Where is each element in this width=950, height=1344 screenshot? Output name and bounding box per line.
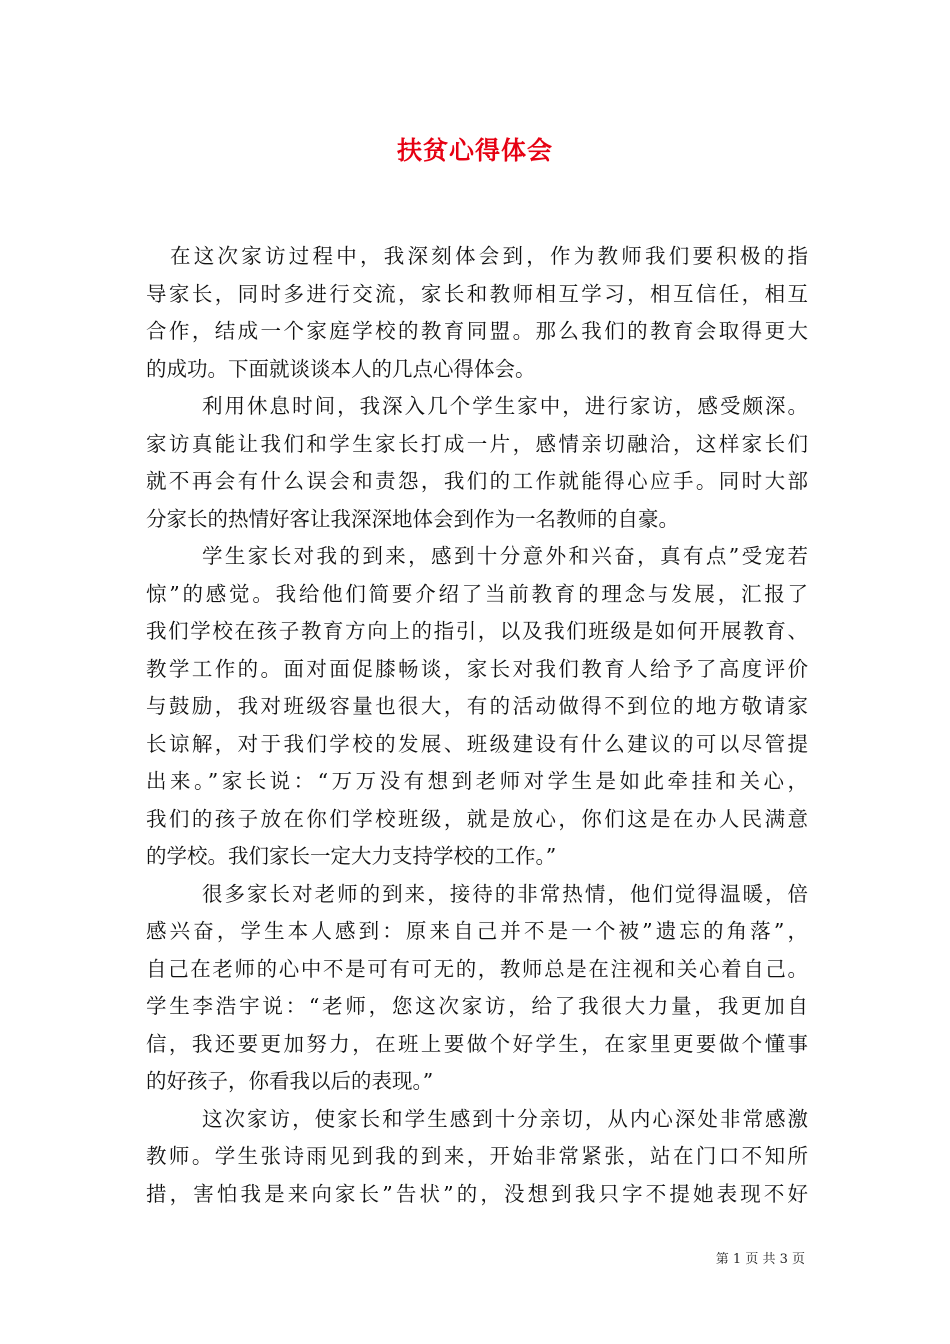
text-line: 在这次家访过程中，我深刻体会到，作为教师我们要积极的指 [170, 244, 808, 268]
text-line: 我们学校在孩子教育方向上的指引，以及我们班级是如何开展教育、 [146, 619, 808, 643]
text-line: 长谅解，对于我们学校的发展、班级建设有什么建议的可以尽管提 [146, 731, 808, 756]
text-line: 自己在老师的心中不是可有可无的，教师总是在注视和关心着自己。 [146, 956, 808, 981]
text-line: 我们的孩子放在你们学校班级，就是放心，你们这是在办人民满意 [146, 806, 808, 831]
text-line: 出来。”家长说：“万万没有想到老师对学生是如此牵挂和关心， [146, 769, 808, 793]
text-line: 的学校。我们家长一定大力支持学校的工作。” [146, 844, 557, 868]
text-line: 分家长的热情好客让我深深地体会到作为一名教师的自豪。 [146, 506, 679, 531]
text-line: 信，我还要更加努力，在班上要做个好学生，在家里更要做个懂事 [146, 1031, 808, 1056]
text-line: 感兴奋，学生本人感到：原来自己并不是一个被”遗忘的角落”， [146, 919, 808, 943]
text-line: 与鼓励，我对班级容量也很大，有的活动做得不到位的地方敬请家 [146, 694, 808, 718]
text-line: 的好孩子，你看我以后的表现。” [146, 1069, 434, 1093]
page-number: 第 1 页 共 3 页 [715, 1252, 805, 1267]
text-line: 学生家长对我的到来，感到十分意外和兴奋，真有点”受宠若 [202, 544, 808, 568]
text-line: 教学工作的。面对面促膝畅谈，家长对我们教育人给予了高度评价 [146, 656, 808, 681]
text-line: 这次家访，使家长和学生感到十分亲切，从内心深处非常感激 [202, 1106, 808, 1131]
text-line: 很多家长对老师的到来，接待的非常热情，他们觉得温暖，倍 [202, 881, 808, 906]
text-line: 合作，结成一个家庭学校的教育同盟。那么我们的教育会取得更大 [146, 319, 808, 343]
text-line: 学生李浩宇说：“老师，您这次家访，给了我很大力量，我更加自 [146, 994, 808, 1018]
page-title: 扶贫心得体会 [396, 136, 553, 165]
text-line: 教师。学生张诗雨见到我的到来，开始非常紧张，站在门口不知所 [146, 1144, 808, 1168]
text-line: 就不再会有什么误会和责怨，我们的工作就能得心应手。同时大部 [146, 469, 808, 493]
text-line: 利用休息时间，我深入几个学生家中，进行家访，感受颇深。 [202, 394, 808, 418]
text-line: 导家长，同时多进行交流，家长和教师相互学习，相互信任，相互 [146, 281, 808, 306]
text-line: 措，害怕我是来向家长”告状”的，没想到我只字不提她表现不好 [146, 1181, 808, 1206]
text-line: 惊”的感觉。我给他们简要介绍了当前教育的理念与发展，汇报了 [146, 581, 808, 606]
text-line: 家访真能让我们和学生家长打成一片，感情亲切融洽，这样家长们 [146, 431, 808, 456]
document-body [146, 238, 808, 1213]
text-line: 的成功。下面就谈谈本人的几点心得体会。 [146, 356, 536, 381]
